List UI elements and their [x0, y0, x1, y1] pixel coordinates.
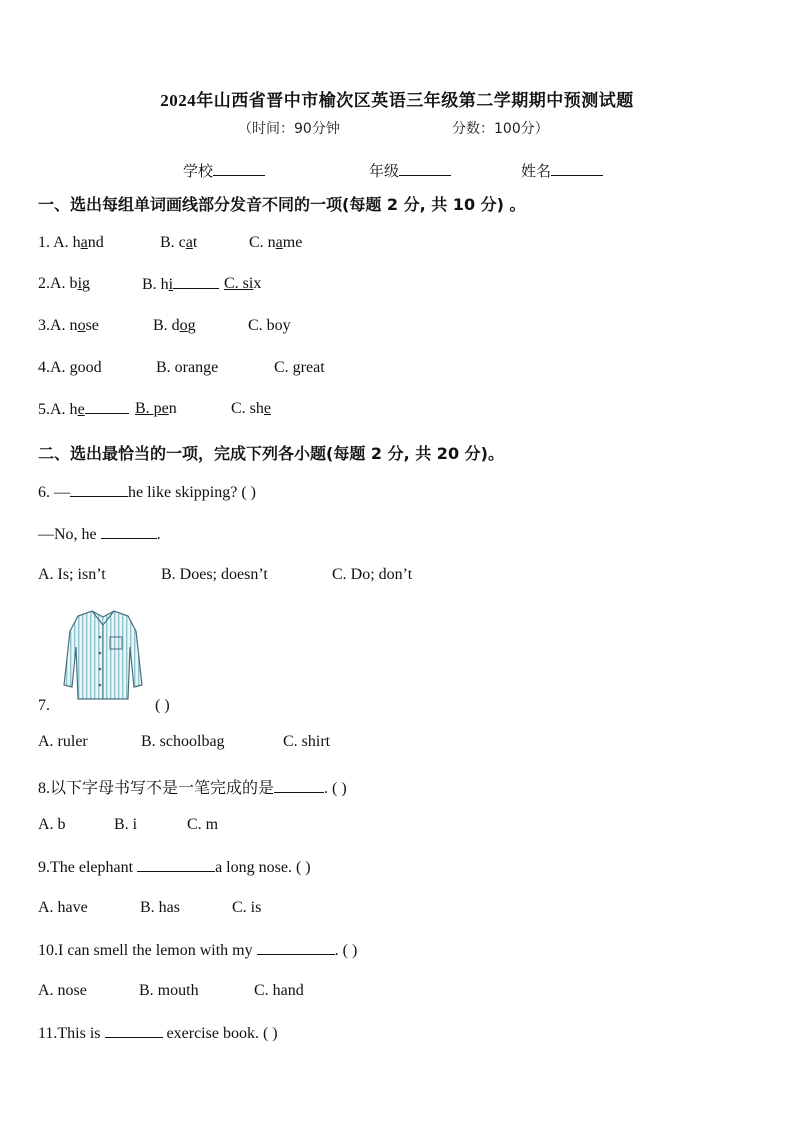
section1-heading: 一、选出每组单词画线部分发音不同的一项(每题 2 分, 共 10 分) 。	[38, 195, 526, 214]
q8-blank[interactable]	[274, 779, 324, 793]
q9-blank[interactable]	[137, 858, 215, 872]
q5-option-b[interactable]: B. pen	[135, 400, 177, 417]
q1-option-b[interactable]: B. cat	[160, 234, 198, 251]
question-9: 9.The elephant a long nose. ( )	[38, 859, 311, 876]
q8-option-c[interactable]: C. m	[187, 816, 219, 833]
q8-option-b[interactable]: B. i	[114, 816, 138, 833]
q6-blank-2[interactable]	[101, 525, 157, 539]
q2-option-b[interactable]: B. hi	[142, 275, 219, 294]
q1-option-a[interactable]: 1. A. hand	[38, 234, 104, 251]
total-score: 分数：100分）	[452, 121, 549, 137]
q10-blank[interactable]	[257, 941, 335, 955]
q6-option-c[interactable]: C. Do; don’t	[332, 566, 413, 583]
q2-option-a[interactable]: 2.A. big	[38, 275, 91, 292]
q10-option-b[interactable]: B. mouth	[139, 982, 199, 999]
q11-blank[interactable]	[105, 1024, 163, 1038]
q4-option-c[interactable]: C. great	[274, 359, 325, 376]
q1-option-c[interactable]: C. name	[249, 234, 303, 251]
grade-label: 年级	[369, 162, 400, 180]
q7-answer-paren[interactable]: ( )	[155, 697, 170, 714]
q9-option-a[interactable]: A. have	[38, 899, 88, 916]
school-label: 学校	[183, 162, 214, 180]
striped-shirt-icon	[62, 607, 144, 703]
section2-heading: 二、选出最恰当的一项，完成下列各小题(每题 2 分, 共 20 分)。	[38, 444, 504, 463]
q7-option-b[interactable]: B. schoolbag	[141, 733, 225, 750]
grade-blank[interactable]	[399, 161, 451, 176]
question-10: 10.I can smell the lemon with my . ( )	[38, 942, 358, 959]
q4-option-a[interactable]: 4.A. good	[38, 359, 102, 376]
q3-option-b[interactable]: B. dog	[153, 317, 196, 334]
q3-option-c[interactable]: C. boy	[248, 317, 291, 334]
q6-option-b[interactable]: B. Does; doesn’t	[161, 566, 268, 583]
q6-option-a[interactable]: A. Is; isn’t	[38, 566, 106, 583]
q9-option-c[interactable]: C. is	[232, 899, 262, 916]
q7-option-c[interactable]: C. shirt	[283, 733, 331, 750]
name-field[interactable]	[521, 160, 603, 181]
q2-option-c[interactable]: C. six	[224, 275, 262, 292]
question-6-line2: —No, he .	[38, 526, 161, 543]
name-blank[interactable]	[551, 161, 603, 176]
name-label: 姓名	[521, 162, 552, 180]
q10-option-a[interactable]: A. nose	[38, 982, 87, 999]
q7-option-a[interactable]: A. ruler	[38, 733, 88, 750]
q7-number: 7.	[38, 697, 50, 714]
exam-meta	[238, 118, 549, 138]
q4-option-b[interactable]: B. orange	[156, 359, 219, 376]
school-blank[interactable]	[213, 161, 265, 176]
grade-field[interactable]	[369, 160, 451, 181]
school-field[interactable]	[183, 160, 265, 181]
q3-option-a[interactable]: 3.A. nose	[38, 317, 99, 334]
q10-option-c[interactable]: C. hand	[254, 982, 304, 999]
q5-option-a[interactable]: 5.A. he	[38, 400, 129, 419]
question-8: 8.以下字母书写不是一笔完成的是 . ( )	[38, 780, 347, 797]
q8-option-a[interactable]: A. b	[38, 816, 66, 833]
question-11: 11.This is exercise book. ( )	[38, 1025, 278, 1042]
q6-blank-1[interactable]	[70, 483, 128, 497]
q9-option-b[interactable]: B. has	[140, 899, 180, 916]
q5-option-c[interactable]: C. she	[231, 400, 272, 417]
time-limit: （时间：90分钟	[238, 121, 340, 137]
page-title: 2024年山西省晋中市榆次区英语三年级第二学期期中预测试题	[160, 91, 634, 110]
question-6-line1: 6. — he like skipping? ( )	[38, 484, 256, 501]
